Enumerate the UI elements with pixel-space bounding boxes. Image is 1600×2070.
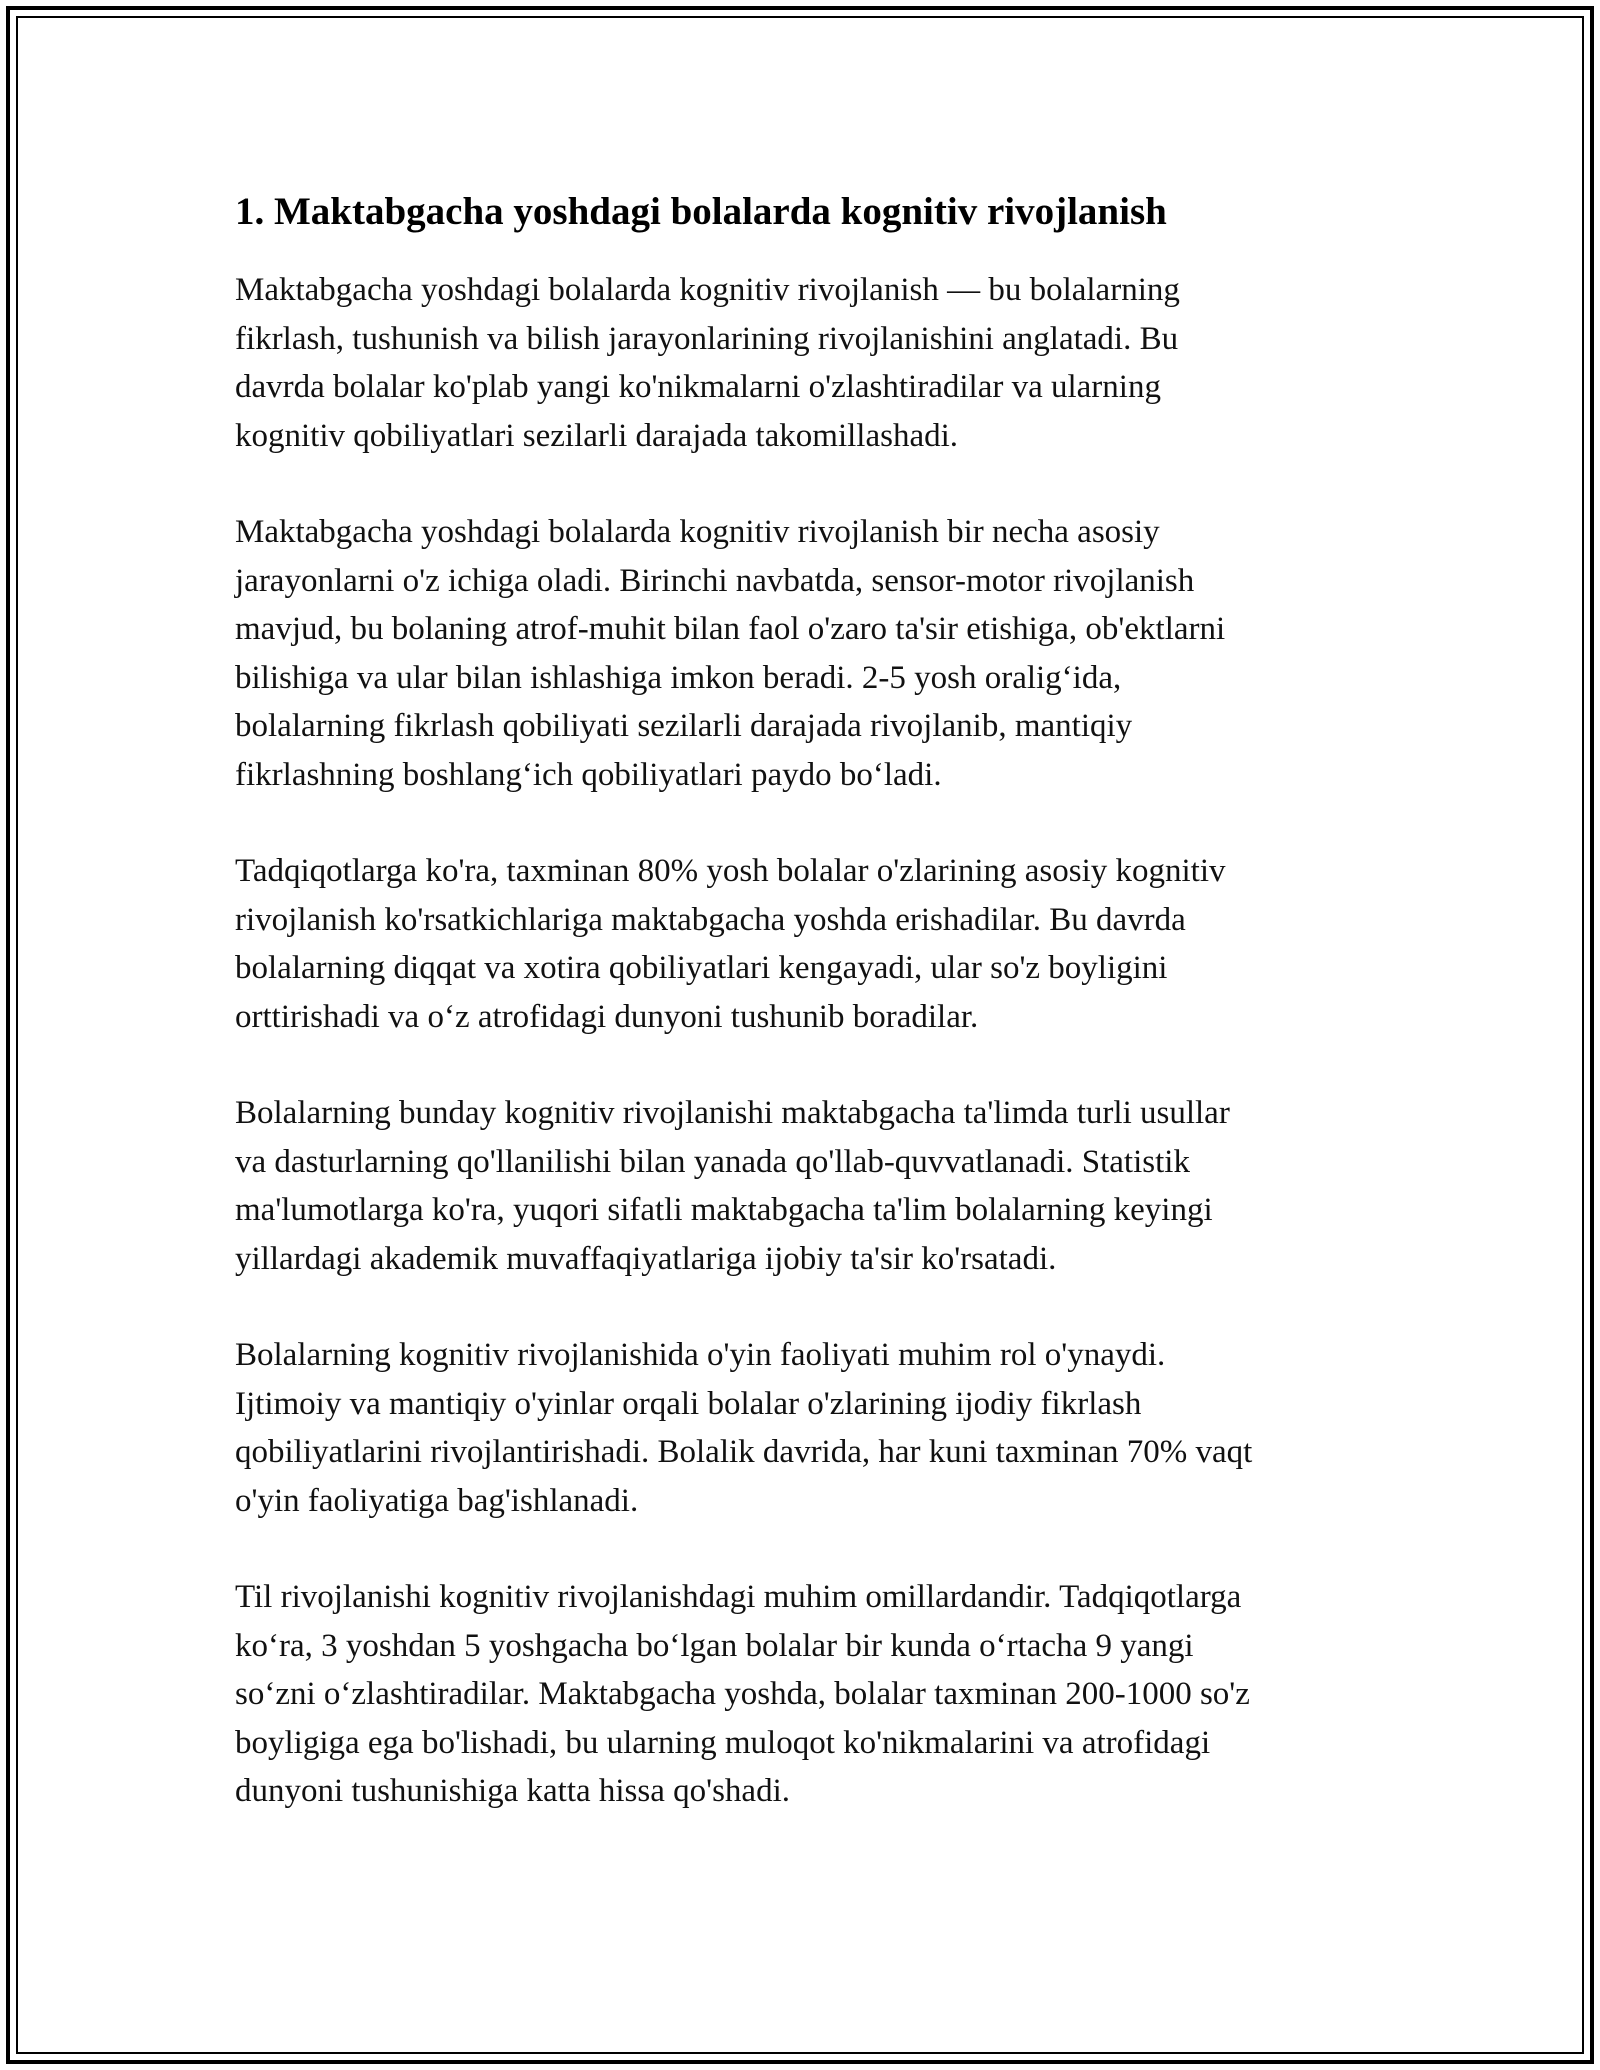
paragraph <box>235 1331 1375 1525</box>
section-heading: 1. Maktabgacha yoshdagi bolalarda kognitiv rivojlanish <box>235 190 1167 233</box>
paragraph-line: bilishiga va ular bilan ishlashiga imkon beradi. 2-5 yosh oralig‘ida, <box>235 659 1122 696</box>
paragraph-line: bolalarning diqqat va xotira qobiliyatlari kengayadi, ular so'z boyligini <box>235 950 1168 986</box>
paragraph <box>235 508 1375 799</box>
paragraph <box>235 1573 1375 1816</box>
paragraph-line: qobiliyatlarini rivojlantirishadi. Bolalik davrida, har kuni taxminan 70% vaqt <box>235 1434 1253 1470</box>
paragraph-line: kognitiv qobiliyatlari sezilarli darajada takomillashadi. <box>235 417 959 454</box>
paragraph-line: mavjud, bu bolaning atrof-muhit bilan faol o'zaro ta'sir etishiga, ob'ektlarni <box>235 611 1226 647</box>
paragraph-list <box>235 266 1375 1816</box>
paragraph-line: boyligiga ega bo'lishadi, bu ularning muloqot ko'nikmalarini va atrofidagi <box>235 1724 1211 1761</box>
paragraph-line: rivojlanish ko'rsatkichlariga maktabgacha yoshda erishadilar. Bu davrda <box>235 901 1186 938</box>
paragraph-line: Bolalarning kognitiv rivojlanishida o'yin faoliyati muhim rol o'ynaydi. <box>235 1337 1166 1373</box>
paragraph-line: davrda bolalar ko'plab yangi ko'nikmalarni o'zlashtiradilar va ularning <box>235 369 1161 405</box>
paragraph-line: dunyoni tushunishiga katta hissa qo'shadi. <box>235 1773 790 1809</box>
paragraph-line: Bolalarning bunday kognitiv rivojlanishi maktabgacha ta'limda turli usullar <box>235 1095 1230 1131</box>
paragraph-line: ma'lumotlarga ko'ra, yuqori sifatli maktabgacha ta'lim bolalarning keyingi <box>235 1192 1213 1228</box>
paragraph-line: Maktabgacha yoshdagi bolalarda kognitiv rivojlanish bir necha asosiy <box>235 514 1160 550</box>
paragraph-line: yillardagi akademik muvaffaqiyatlariga ijobiy ta'sir ko'rsatadi. <box>235 1240 1057 1277</box>
paragraph-line: Til rivojlanishi kognitiv rivojlanishdagi muhim omillardandir. Tadqiqotlarga <box>235 1579 1242 1615</box>
paragraph-line: Ijtimoiy va mantiqiy o'yinlar orqali bolalar o'zlarining ijodiy fikrlash <box>235 1385 1142 1422</box>
paragraph-line: bolalarning fikrlash qobiliyati sezilarli darajada rivojlanib, mantiqiy <box>235 708 1133 744</box>
document-body <box>235 184 1375 1864</box>
paragraph-line: fikrlashning boshlang‘ich qobiliyatlari paydo bo‘ladi. <box>235 756 942 793</box>
paragraph-line: jarayonlarni o'z ichiga oladi. Birinchi navbatda, sensor-motor rivojlanish <box>235 562 1195 599</box>
paragraph-line: Tadqiqotlarga ko'ra, taxminan 80% yosh bolalar o'zlarining asosiy kognitiv <box>235 853 1226 889</box>
paragraph <box>235 847 1375 1041</box>
paragraph-line: va dasturlarning qo'llanilishi bilan yanada qo'llab-quvvatlanadi. Statistik <box>235 1143 1190 1180</box>
paragraph-line: fikrlash, tushunish va bilish jarayonlarining rivojlanishini anglatadi. Bu <box>235 320 1179 357</box>
paragraph-line: Maktabgacha yoshdagi bolalarda kognitiv rivojlanish — bu bolalarning <box>235 272 1180 308</box>
paragraph-line: ko‘ra, 3 yoshdan 5 yoshgacha bo‘lgan bolalar bir kunda o‘rtacha 9 yangi <box>235 1627 1194 1664</box>
paragraph <box>235 1089 1375 1283</box>
paragraph-line: orttirishadi va o‘z atrofidagi dunyoni tushunib boradilar. <box>235 998 979 1035</box>
paragraph <box>235 266 1375 460</box>
paragraph-line: o'yin faoliyatiga bag'ishlanadi. <box>235 1482 639 1519</box>
paragraph-line: so‘zni o‘zlashtiradilar. Maktabgacha yoshda, bolalar taxminan 200-1000 so'z <box>235 1676 1250 1712</box>
